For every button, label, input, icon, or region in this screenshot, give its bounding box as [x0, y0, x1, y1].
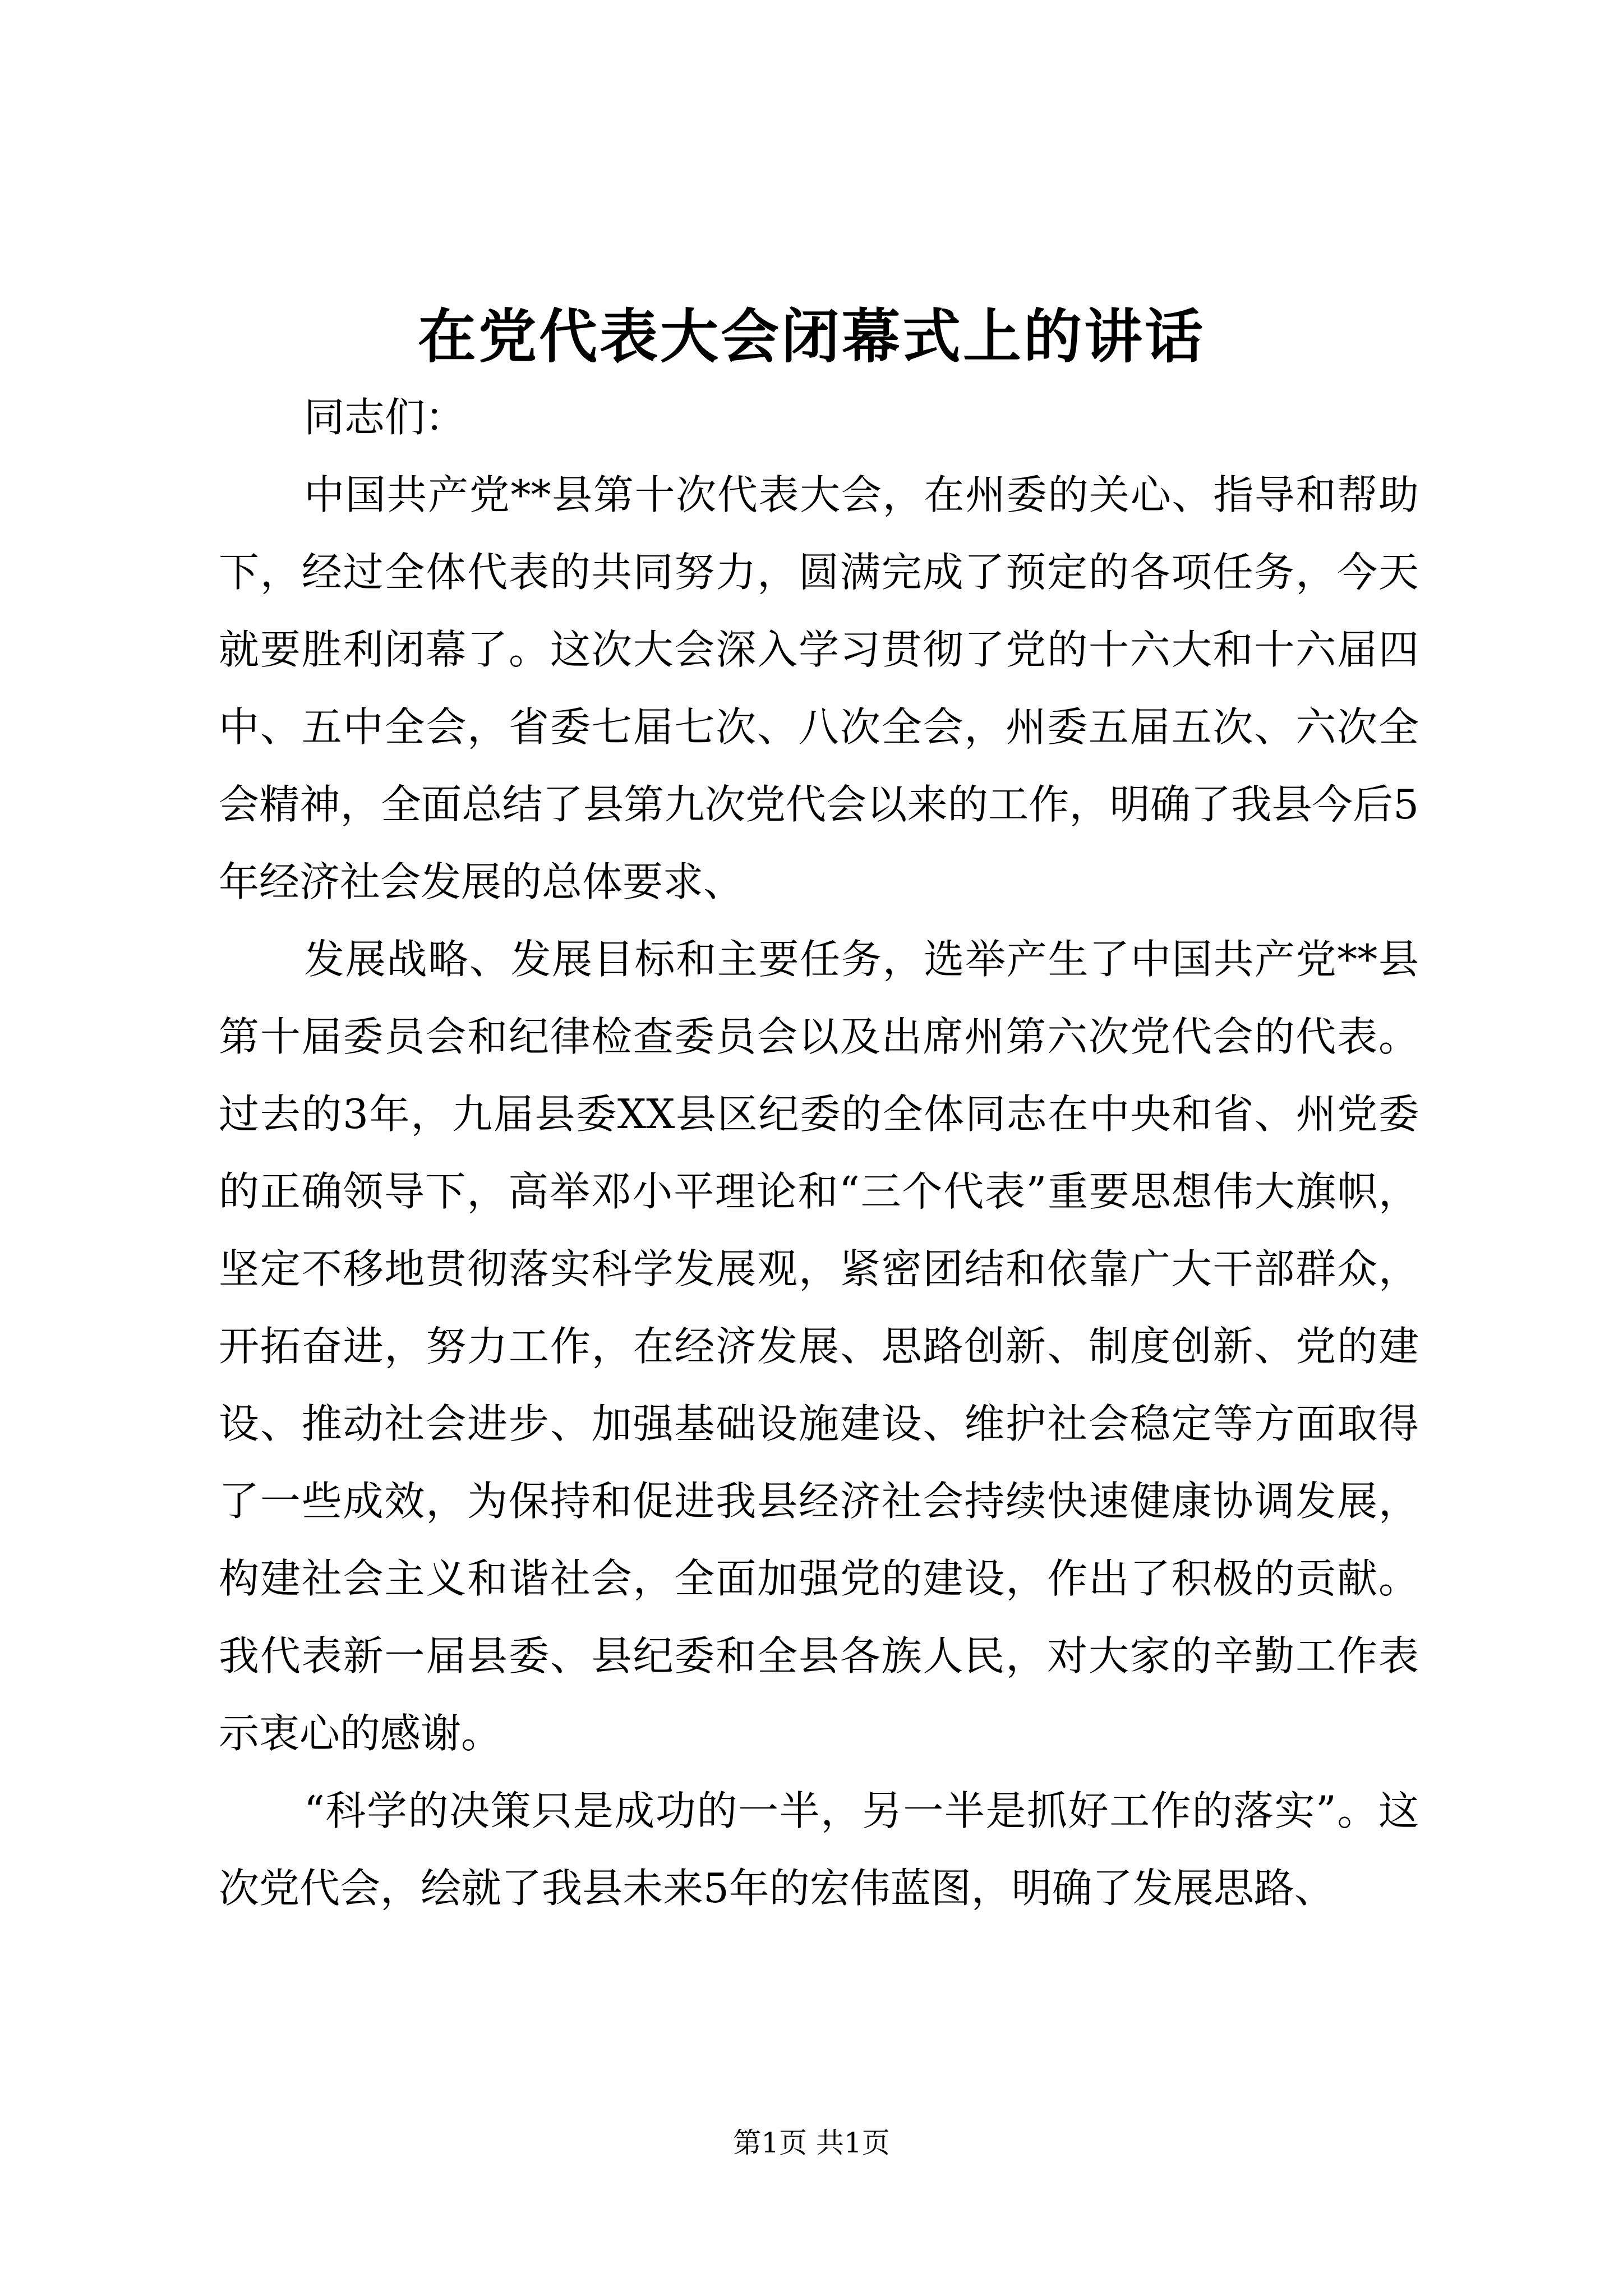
page-footer: 第1页 共1页	[733, 2127, 890, 2159]
document-body	[219, 379, 1419, 1927]
paragraph-3: “科学的决策只是成功的一半，另一半是抓好工作的落实”。这次党代会，绘就了我县未来5年的宏伟蓝图，明确了发展思路、	[219, 1787, 1419, 1912]
paragraph-2: 发展战略、发展目标和主要任务，选举产生了中国共产党**县第十届委员会和纪律检查委员会以及出席州第六次党代会的代表。过去的3年，九届县委XX县区纪委的全体同志在中央和省、州党委的正确领导下，高举邓小平理论和“三个代表”重要思想伟大旗帜，坚定不移地贯彻落实科学发展观，紧密团结和依靠广大干部群众，开拓奋进，努力工作，在经济发展、思路创新、制度创新、党的建设、推动社会进步、加强基础设施建设、维护社会稳定等方面取得了一些成效，为保持和促进我县经济社会持续快速健康协调发展，构建社会主义和谐社会，全面加强党的建设，作出了积极的贡献。我代表新一届县委、县纪委和全县各族人民，对大家的辛勤工作表示衷心的感谢。	[219, 936, 1419, 1757]
document-title: 在党代表大会闭幕式上的讲话	[417, 302, 1205, 371]
salutation: 同志们：	[304, 394, 466, 441]
paragraph-1: 中国共产党**县第十次代表大会，在州委的关心、指导和帮助下，经过全体代表的共同努力，圆满完成了预定的各项任务，今天就要胜利闭幕了。这次大会深入学习贯彻了党的十六大和十六届四中、五中全会，省委七届七次、八次全会，州委五届五次、六次全会精神，全面总结了县第九次党代会以来的工作，明确了我县今后5年经济社会发展的总体要求、	[219, 471, 1419, 905]
